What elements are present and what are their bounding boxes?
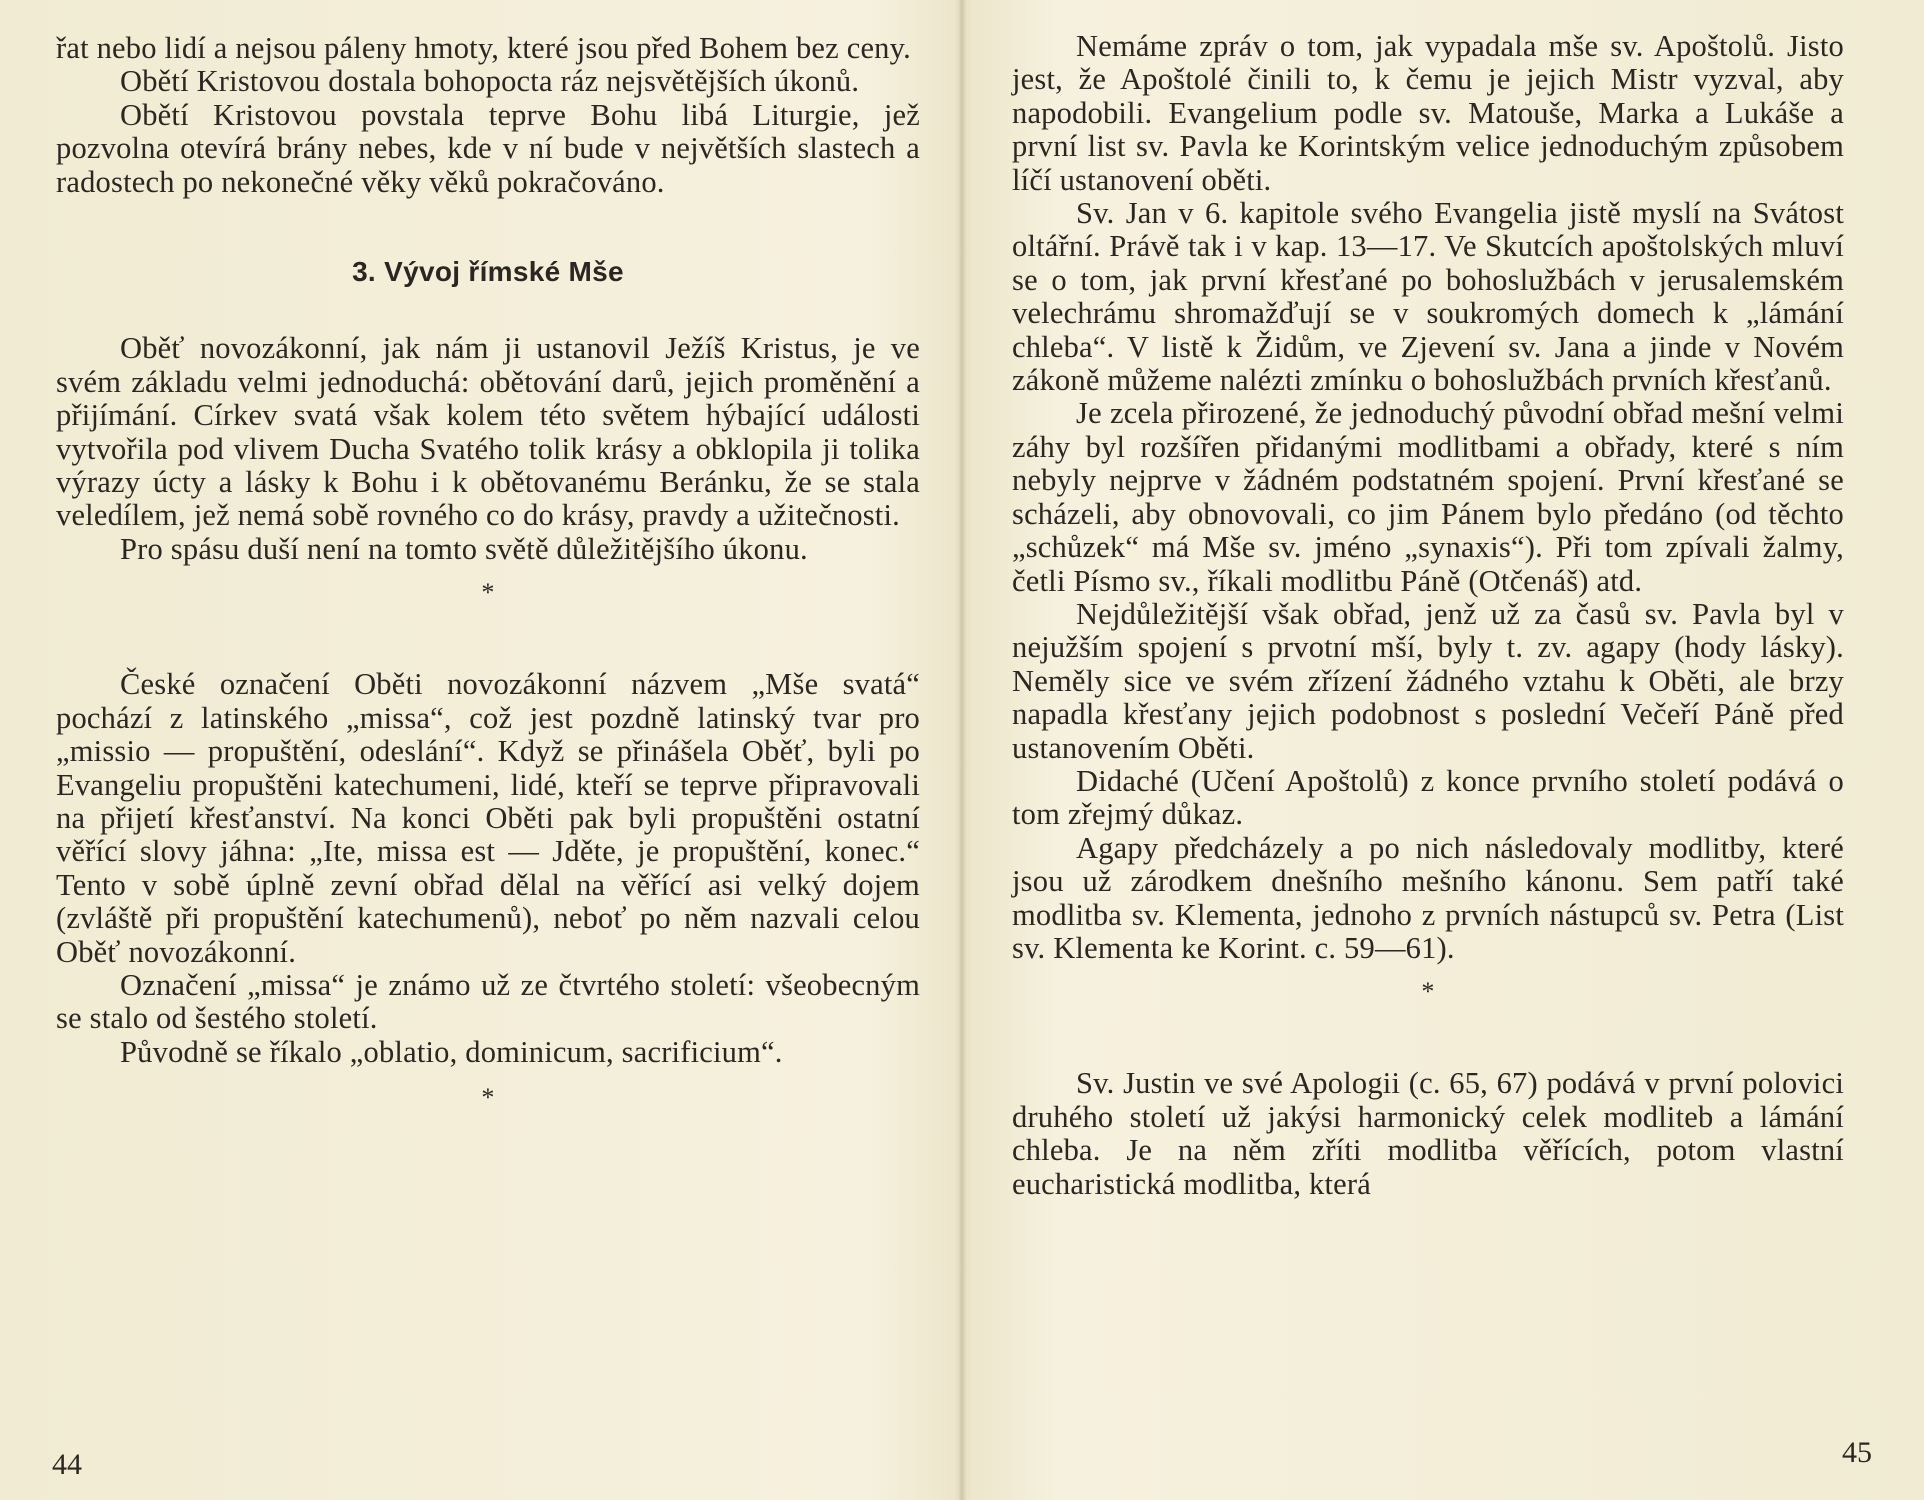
paragraph: Oběť novozákonní, jak nám ji ustanovil Ježíš Kristus, je ve svém základu velmi jednoduchá: obětování darů, jejich proměnění a přijímání. Církev svatá však kolem této světem hýbající události vytvořila pod vlivem Ducha Svatého tolik krásy a obklopila ji tolika výrazy úcty a lásky k Bohu i k obětovanému Beránku, že se stala veledílem, jež nemá sobě rovného co do krásy, pravdy a užitečnosti. [56, 331, 920, 533]
paragraph: Agapy předcházely a po nich následovaly modlitby, které jsou už zárodkem dnešního mešního kánonu. Sem patří také modlitba sv. Klementa, jednoho z prvních nástupců sv. Petra (List sv. Klementa ke Korint. c. 59—61). [1012, 830, 1844, 965]
paragraph: Obětí Kristovou dostala bohopocta ráz nejsvětějších úkonů. [120, 64, 860, 99]
right-page-text [1012, 30, 1844, 1201]
paragraph: Je zcela přirozené, že jednoduchý původní obřad mešní velmi záhy byl rozšířen přidanými modlitbami a obřady, které s ním nebyly nejprve v žádném podstatném spojení. První křesťané se scházeli, aby obnovovali, co jim Pánem bylo předáno (od těchto „schůzek“ má Mše sv. jméno „synaxis“). Při tom zpívali žalmy, četli Písmo sv., říkali modlitbu Páně (Otčenáš) atd. [1012, 396, 1844, 598]
paragraph: Sv. Jan v 6. kapitole svého Evangelia jistě myslí na Svátost oltářní. Právě tak i v kap. 13—17. Ve Skutcích apoštolských mluví se o tom, jak první křesťané po bohoslužbách v jerusalemském velechrámu shromažďují se v soukromých domech k „lámání chleba“. V listě k Židům, ve Zjevení sv. Jana a jinde v Novém zákoně můžeme nalézti zmínku o bohoslužbách prvních křesťanů. [1012, 196, 1844, 398]
paragraph: České označení Oběti novozákonní názvem „Mše svatá“ pochází z latinského „missa“, což jest pozdně latinský tvar pro „missio — propuštění, odeslání“. Když se přinášela Oběť, byli po Evangeliu propuštěni katechumeni, lidé, kteří se teprve připravovali na přijetí křesťanství. Na konci Oběti pak byli propuštěni ostatní věřící slovy jáhna: „Ite, missa est — Jděte, je propuštění, konec.“ Tento v sobě úplně zevní obřad dělal na věřící asi velký dojem (zvláště při propuštění katechumenů), neboť po něm nazvali celou Oběť novozákonní. [56, 667, 920, 969]
right-page [962, 0, 1924, 1500]
section-heading: 3. Vývoj římské Mše [352, 256, 624, 288]
paragraph: Původně se říkalo „oblatio, dominicum, sacrificium“. [120, 1034, 783, 1069]
left-page-text [56, 32, 920, 1113]
paragraph: Didaché (Učení Apoštolů) z konce prvního století podává o tom zřejmý důkaz. [1012, 763, 1844, 832]
paragraph: řat nebo lidí a nejsou páleny hmoty, které jsou před Bohem bez ceny. [56, 31, 911, 65]
paragraph: Označení „missa“ je známo už ze čtvrtého století: všeobecným se stalo od šestého století. [56, 967, 920, 1036]
paragraph: Nejdůležitější však obřad, jenž už za časů sv. Pavla byl v nejužším spojení s prvotní mší, byly t. zv. agapy (hody lásky). Neměly sice ve svém zřízení žádného vztahu k Oběti, ale brzy napadla křesťany jejich podobnost s poslední Večeří Páně před ustanovením Oběti. [1012, 596, 1844, 765]
paragraph: Pro spásu duší není na tomto světě důležitějšího úkonu. [120, 531, 808, 566]
section-separator: * [481, 1083, 495, 1113]
paragraph: Obětí Kristovou povstala teprve Bohu libá Liturgie, jež pozvolna otevírá brány nebes, kde v ní bude v největších slastech a radostech po nekonečné věky věků pokračováno. [56, 97, 920, 199]
paragraph: Sv. Justin ve své Apologii (c. 65, 67) podává v první polovici druhého století už jakýsi harmonický celek modliteb a lámání chleba. Je na něm zříti modlitba věřících, potom vlastní eucharistická modlitba, která [1012, 1066, 1844, 1201]
page-number: 44 [52, 1448, 82, 1481]
paragraph: Nemáme zpráv o tom, jak vypadala mše sv. Apoštolů. Jisto jest, že Apoštolé činili to, k čemu je jejich Mistr vyzval, aby napodobili. Evangelium podle sv. Matouše, Marka a Lukáše a první list sv. Pavla ke Korintským velice jednoduchým způsobem líčí ustanovení oběti. [1012, 29, 1844, 197]
section-separator: * [1421, 977, 1435, 1007]
page-number: 45 [1842, 1436, 1872, 1469]
section-separator: * [481, 578, 495, 608]
